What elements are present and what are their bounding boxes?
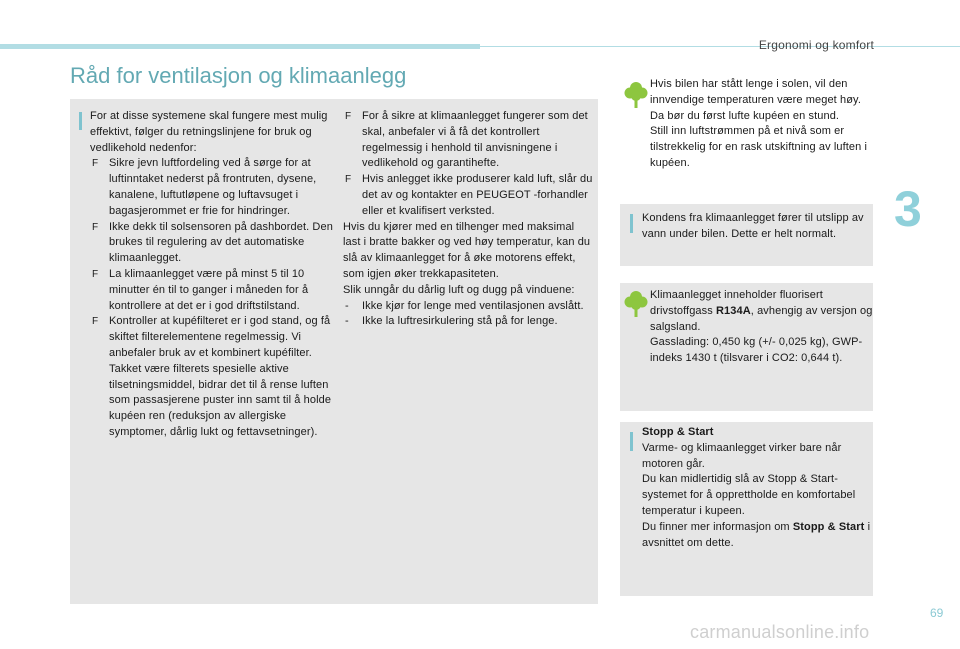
bullet-icon: F: [345, 111, 352, 122]
bullet-icon: F: [92, 268, 99, 280]
list-item: - Ikke kjør for lenge med ventilasjonen avslått.: [343, 299, 593, 315]
bullet-icon: F: [92, 158, 99, 170]
sun-tip-text: Hvis bilen har stått lenge i solen, vil den innvendige temperaturen være meget høy. Da bør du først lufte kupéen en stund. Still inn luftstrømmen på et nivå som er tilstrekkelig for en rask utskiftning av luften i kupéen.: [650, 78, 868, 169]
section-title: Ergonomi og komfort: [758, 38, 874, 52]
watermark-text: carmanualsonline.info: [690, 622, 870, 642]
intro-text: For at disse systemene skal fungere mest mulig effektivt, følger du retningslinjene for bruk og vedlikehold nedenfor:: [90, 110, 328, 154]
info-marker-icon: [630, 432, 633, 451]
bullet-icon: F: [92, 221, 99, 233]
condensation-text: Kondens fra klimaanlegget fører til utslipp av vann under bilen. Dette er helt normalt.: [642, 212, 864, 240]
stop-start-heading: Stopp & Start: [642, 426, 714, 438]
page-title: Råd for ventilasjon og klimaanlegg: [70, 63, 407, 88]
list-item: F Kontroller at kupéfilteret er i god stand, og få skiftet filterelementene regelmessig. Vi anbefaler bruk av et kombinert kupéfilter. Takket være filterets spesielle aktive tilsetningsmiddel, bidrar det til å rense luften som passasjerene puster inn samt til å holde kupéen ren (reduksjon av allergiske symptomer, dårlig lukt og fettavsetninger).: [92, 315, 332, 438]
stop-start-info-box: [620, 422, 873, 596]
gas-type: R134A: [716, 304, 751, 317]
list-item: - Ikke la luftresirkulering stå på for lenge.: [343, 314, 593, 330]
bullet-icon: F: [345, 174, 352, 186]
info-marker-icon: [79, 112, 82, 130]
list-item: F Hvis anlegget ikke produserer kald luft, slår du det av og kontakter en PEUGEOT -forhandler eller et kvalifisert verksted.: [345, 173, 593, 217]
list-item: F La klimaanlegget være på minst 5 til 10 minutter én til to ganger i måneden for å kontrollere at det er i god driftstilstand.: [92, 267, 309, 312]
right-column: [343, 109, 593, 330]
left-column: [90, 109, 337, 441]
refrigerant-text: Klimaanlegget inneholder fluorisert drivstoffgass R134A, avhengig av versjon og salgsland. Gasslading: 0,450 kg (+/- 0,025 kg), GWP-indeks 1430 t (tilsvarer i CO2: 0,644 t).: [650, 289, 873, 365]
chapter-number: 3: [894, 181, 922, 237]
list-item: F Sikre jevn luftfordeling ved å sørge for at luftinntaket nederst på frontruten, dysene, kanalene, luftutløpene og luftavsuget i bagasjerommet er frie for hindringer.: [92, 157, 317, 217]
stop-start-text: Stopp & Start Varme- og klimaanlegget virker bare når motoren går. Du kan midlertidig slå av Stopp & Start-systemet for å opprettholde en komfortabel temperatur i kupeen. Du finner mer informasjon om Stopp & Start i avsnittet om dette.: [642, 426, 871, 549]
eco-tree-icon: [624, 289, 648, 319]
condensation-info-box: [620, 204, 873, 266]
fog-intro-text: Slik unngår du dårlig luft og dugg på vinduene:: [343, 283, 575, 296]
page-number: 69: [930, 606, 944, 620]
header-accent-bar: [0, 44, 480, 49]
info-marker-icon: [630, 214, 633, 233]
dash-marker: -: [345, 315, 349, 328]
refrigerant-info-box: [620, 283, 873, 411]
eco-tree-icon: [624, 80, 648, 110]
header-rule: [480, 46, 960, 47]
bullet-icon: F: [92, 316, 99, 328]
trailer-text: Hvis du kjører med en tilhenger med maksimal last i bratte bakker og ved høy temperatur, kan du slå av klimaanlegget for å øke motorens effekt, som igjen øker trekkapasiteten.: [343, 220, 591, 280]
dash-marker: -: [345, 299, 349, 312]
list-item: F For å sikre at klimaanlegget fungerer som det skal, anbefaler vi å få det kontrollert regelmessig i henhold til anvisningene i vedlikehold og garantihefte.: [345, 110, 588, 170]
sun-tip-box: [620, 74, 873, 192]
list-item: F Ikke dekk til solsensoren på dashbordet. Den brukes til regulering av det automatiske klimaanlegget.: [92, 220, 333, 265]
main-content-box: [70, 99, 598, 604]
